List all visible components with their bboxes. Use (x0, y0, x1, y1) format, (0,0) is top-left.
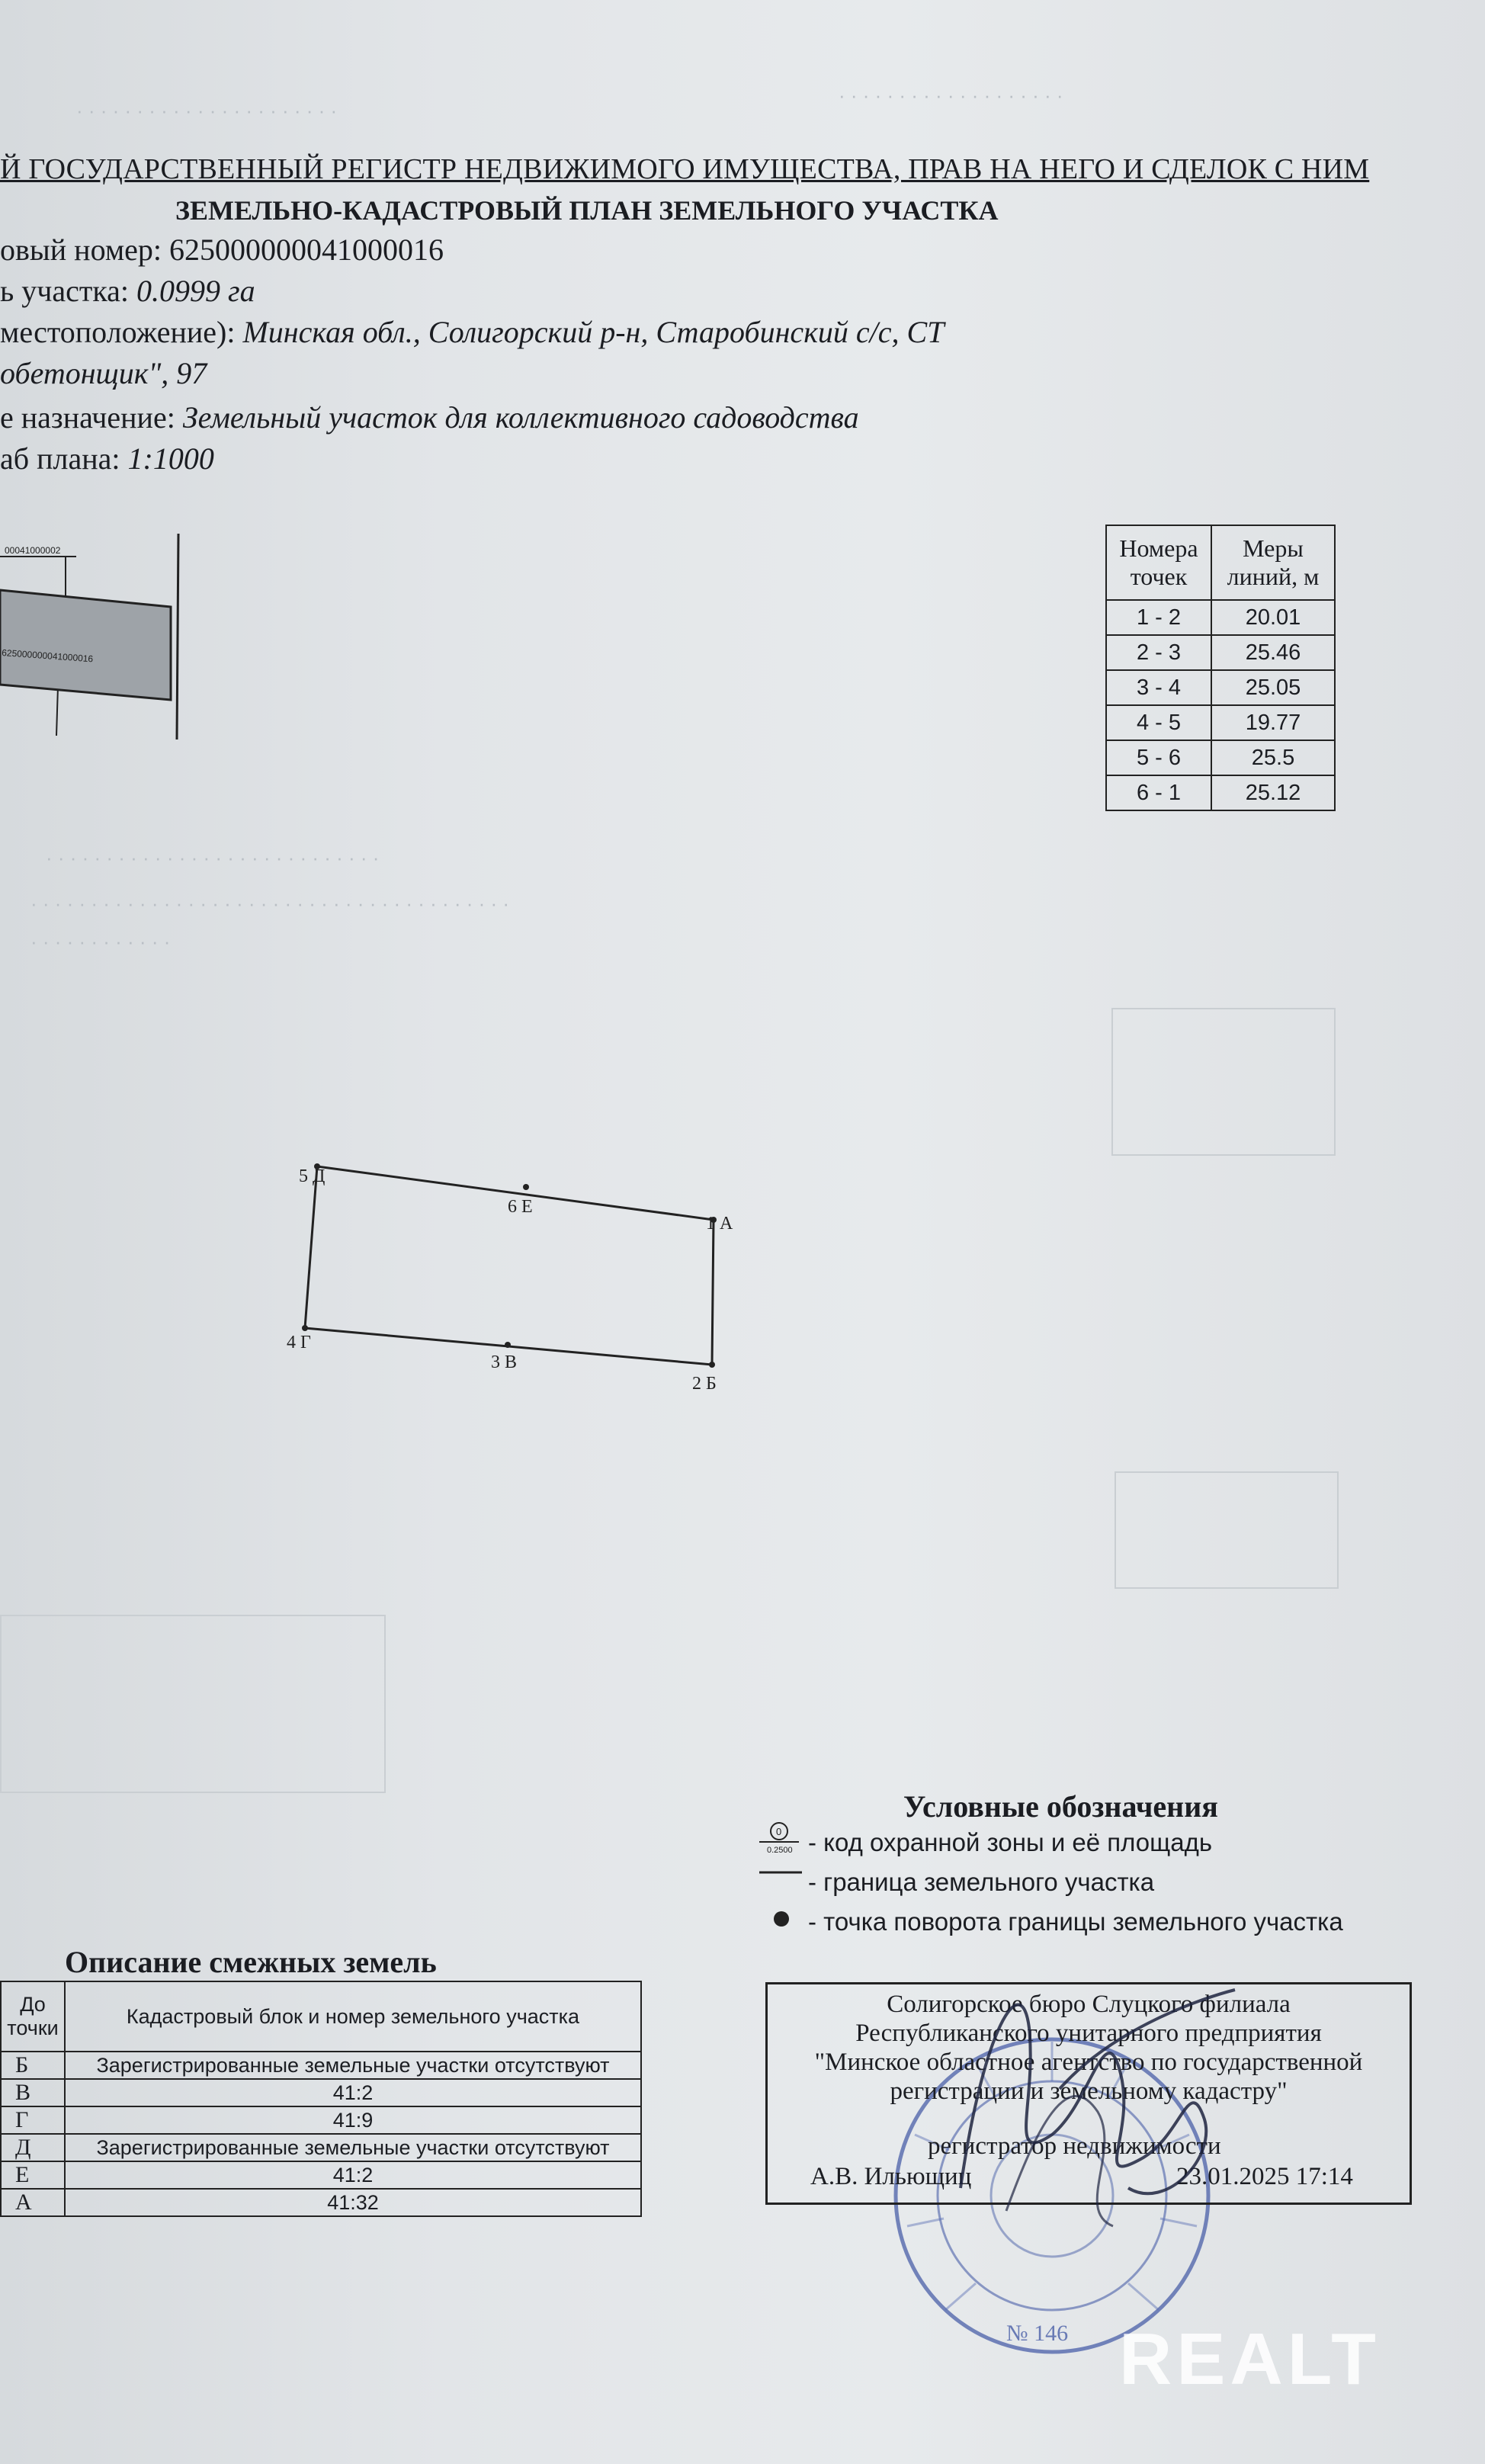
show-through-text: · · · · · · · · · · · · · · · · · · · · · · · · · · · · (46, 846, 380, 869)
table-row: Б Зарегистрированные земельные участки отсутствуют (1, 2052, 641, 2079)
turn-point-2 (709, 1362, 715, 1368)
table-row: Д Зарегистрированные земельные участки отсутствуют (1, 2134, 641, 2161)
turn-point-4 (302, 1325, 308, 1331)
show-through-text: · · · · · · · · · · · · (30, 930, 171, 953)
purpose-value: Земельный участок для коллективного садоводства (182, 400, 859, 435)
adjacent-title: Описание смежных земель (65, 1945, 437, 1979)
point-label-5: 5 Д (299, 1166, 326, 1186)
scale-value: 1:1000 (127, 441, 214, 476)
adjacent-col-block: Кадастровый блок и номер земельного участка (65, 1981, 641, 2052)
legend-turn-point: - точка поворота границы земельного участка (808, 1907, 1343, 1936)
table-row: Е 41:2 (1, 2161, 641, 2189)
address-line-2 (0, 355, 207, 391)
registrar-org-line-2: Республиканского унитарного предприятия (855, 2020, 1322, 2047)
svg-text:0: 0 (776, 1826, 782, 1837)
measures-col-lengths: Меры линий, м (1211, 525, 1335, 600)
area-label: ь участка: (0, 274, 137, 308)
show-through-box (0, 1615, 386, 1793)
plot-boundary (305, 1166, 714, 1365)
table-row: 1 - 2 20.01 (1106, 600, 1335, 635)
point-label-3: 3 В (491, 1352, 518, 1372)
cadastral-number-label: овый номер: (0, 233, 169, 267)
registrar-datetime: 23.01.2025 17:14 (1176, 2163, 1353, 2190)
table-row: В 41:2 (1, 2079, 641, 2106)
scale-label: аб плана: (0, 441, 128, 476)
svg-text:0.2500: 0.2500 (767, 1846, 793, 1855)
adjacent-col-point: До точки (1, 1981, 65, 2052)
purpose-line (0, 399, 859, 435)
legend-boundary: - граница земельного участка (808, 1868, 1155, 1896)
legend-zone: - код охранной зоны и её площадь (808, 1828, 1213, 1856)
land-plot-drawing (274, 1144, 762, 1403)
block-map-fragment (0, 526, 198, 755)
registrar-org-line-1: Солигорское бюро Слуцкого филиала (887, 1991, 1291, 2018)
table-row: 6 - 1 25.12 (1106, 775, 1335, 810)
point-label-6: 6 Е (508, 1197, 533, 1217)
registrar-position: регистратор недвижимости (928, 2132, 1221, 2160)
table-row: 4 - 5 19.77 (1106, 705, 1335, 740)
address-line (0, 314, 944, 350)
point-label-2: 2 Б (692, 1374, 717, 1394)
stamp-number: № 146 (1006, 2321, 1069, 2346)
address-value-2: обетонщик", 97 (0, 356, 207, 390)
show-through-text: · · · · · · · · · · · · · · · · · · · · · · · · · · · · · · · · · · · · · · · · (30, 892, 510, 915)
turn-point-3 (505, 1342, 511, 1348)
turn-point-icon (770, 1907, 793, 1930)
area-value: 0.0999 га (136, 274, 255, 308)
signature (915, 1936, 1265, 2257)
registrar-org-line-4: регистрации и земельному кадастру" (890, 2077, 1288, 2105)
zone-code-icon (758, 1821, 800, 1856)
table-row: А 41:32 (1, 2189, 641, 2216)
area-line (0, 273, 255, 309)
table-row: 5 - 6 25.5 (1106, 740, 1335, 775)
address-value: Минская обл., Солигорский р-н, Старобинский с/с, СТ (242, 315, 945, 349)
boundary-line-icon (758, 1865, 803, 1880)
fragment-label-top: 00041000002 (5, 545, 61, 556)
table-row: 2 - 3 25.46 (1106, 635, 1335, 670)
fragment-label-strip: 625000000041000016 (1, 647, 94, 665)
legend-title: Условные обозначения (903, 1789, 1218, 1824)
registrar-org-line-3: "Минское областное агентство по государственной (814, 2049, 1363, 2076)
plan-title: ЗЕМЕЛЬНО-КАДАСТРОВЫЙ ПЛАН ЗЕМЕЛЬНОГО УЧАСТКА (175, 195, 999, 226)
table-row: Г 41:9 (1, 2106, 641, 2134)
registrar-name: А.В. Ильющиц (810, 2163, 972, 2190)
register-title: Й ГОСУДАРСТВЕННЫЙ РЕГИСТР НЕДВИЖИМОГО ИМУЩЕСТВА, ПРАВ НА НЕГО И СДЕЛОК С НИМ (0, 153, 1370, 185)
show-through-box (1111, 1008, 1336, 1156)
point-label-4: 4 Г (287, 1333, 311, 1352)
scale-line (0, 441, 214, 476)
purpose-label: е назначение: (0, 400, 183, 435)
cadastral-number-value: 625000000041000016 (169, 233, 444, 267)
measures-col-points: Номера точек (1106, 525, 1211, 600)
turn-point-6 (523, 1184, 529, 1190)
table-row: 3 - 4 25.05 (1106, 670, 1335, 705)
point-label-1: 1 А (706, 1214, 733, 1234)
address-label: местоположение): (0, 315, 243, 349)
realt-watermark: REALT (1119, 2318, 1381, 2400)
show-through-box (1115, 1471, 1339, 1589)
measures-table (1105, 525, 1336, 811)
show-through-text: · · · · · · · · · · · · · · · · · · · (839, 84, 1063, 107)
adjacent-table (0, 1981, 642, 2217)
show-through-text: · · · · · · · · · · · · · · · · · · · · · · (76, 99, 338, 122)
cadastral-number-line (0, 232, 444, 268)
